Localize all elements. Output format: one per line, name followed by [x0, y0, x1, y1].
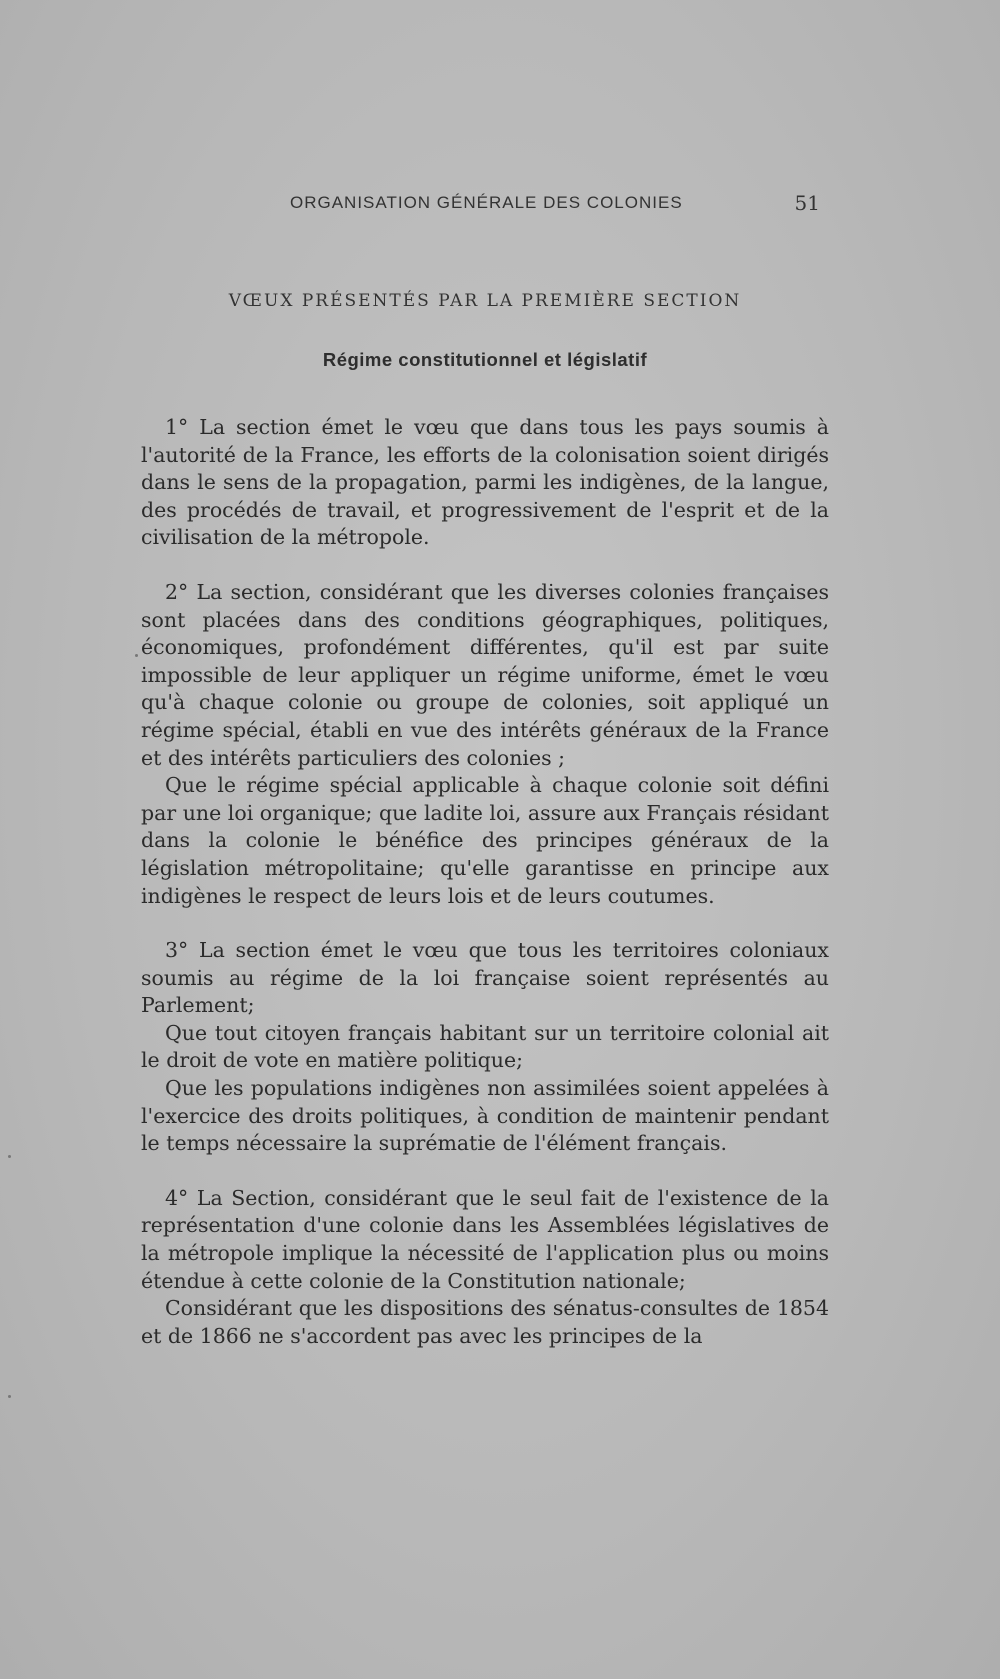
page-number: 51: [794, 191, 820, 215]
paragraph-item-4: 4° La Section, considérant que le seul fait de l'existence de la représentation d'une colonie dans les Assemblées législatives de la métropole implique la nécessité de l'application plus ou moins étendue à cette colonie de la Constitution nationale;: [141, 1185, 829, 1293]
paragraph-item-1: 1° La section émet le vœu que dans tous les pays soumis à l'autorité de la France, les efforts de la colonisation soient dirigés dans le sens de la propagation, parmi les indigènes, de la langue, des procédés de travail, et progressivement de l'esprit et de la civilisation de la métropole.: [141, 415, 829, 550]
paper-speck: [8, 1155, 11, 1158]
paper-speck: [135, 654, 138, 657]
paper-speck: [8, 1395, 11, 1398]
paragraph-item-3: 3° La section émet le vœu que tous les territoires coloniaux soumis au régime de la loi française soient représentés au Parlement;: [141, 938, 829, 1018]
running-title: ORGANISATION GÉNÉRALE DES COLONIES: [290, 193, 683, 212]
body-text: [141, 414, 829, 1350]
paragraph-item-3-continued-b: Que les populations indigènes non assimilées soient appelées à l'exercice des droits politiques, à condition de maintenir pendant le temps nécessaire la suprématie de l'élément français.: [141, 1076, 829, 1156]
paragraph-item-2-continued: Que le régime spécial applicable à chaque colonie soit défini par une loi organique; que ladite loi, assure aux Français résidant dans la colonie le bénéfice des principes généraux de la législation métropolitaine; qu'elle garantisse en principe aux indigènes le respect de leurs lois et de leurs coutumes.: [141, 773, 829, 908]
paragraph-item-3-continued-a: Que tout citoyen français habitant sur un territoire colonial ait le droit de vote en matière politique;: [141, 1020, 829, 1073]
paragraph-item-4-continued: Considérant que les dispositions des sénatus-consultes de 1854 et de 1866 ne s'accordent pas avec les principes de la: [141, 1296, 829, 1348]
section-title: VŒUX PRÉSENTÉS PAR LA PREMIÈRE SECTION: [228, 291, 742, 311]
paragraph-item-2: 2° La section, considérant que les diverses colonies françaises sont placées dans des conditions géographiques, politiques, économiques, profondément différentes, qu'il est par suite impossible de leur appliquer un régime uniforme, émet le vœu qu'à chaque colonie ou groupe de colonies, soit appliqué un régime spécial, établi en vue des intérêts généraux de la France et des intérêts particuliers des colonies ;: [141, 579, 829, 770]
subtitle: Régime constitutionnel et législatif: [322, 349, 648, 370]
running-header: [140, 193, 830, 221]
